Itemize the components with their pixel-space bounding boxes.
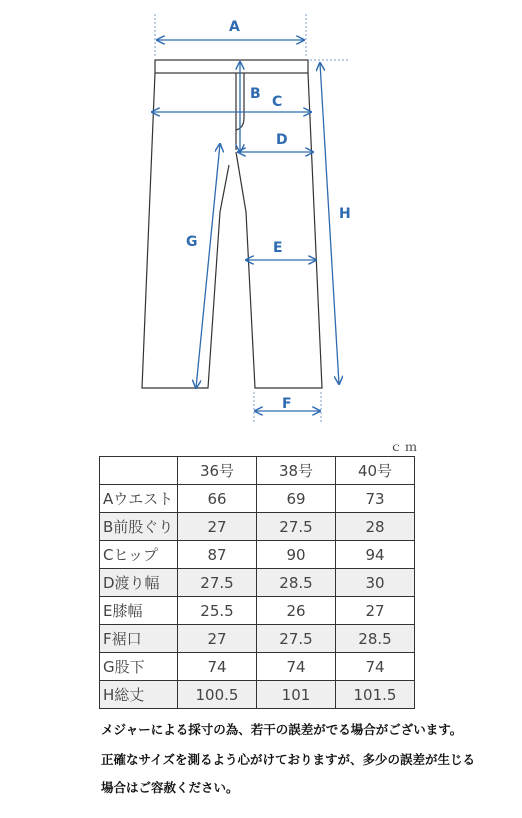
pants-outline <box>142 60 322 388</box>
table-cell: 26 <box>257 597 336 625</box>
label-a: A <box>229 19 240 35</box>
row-label: D渡り幅 <box>100 569 178 597</box>
table-cell: 28.5 <box>257 569 336 597</box>
table-row <box>100 625 415 653</box>
label-d: D <box>276 132 288 148</box>
table-cell: 74 <box>257 653 336 681</box>
table-cell: 27 <box>178 625 257 653</box>
header-38: 38号 <box>257 457 336 485</box>
table-cell: 27.5 <box>178 569 257 597</box>
guide-lines <box>155 14 348 422</box>
table-row <box>100 597 415 625</box>
dim-h-arrow <box>320 63 339 384</box>
label-h: H <box>339 206 351 222</box>
table-cell: 30 <box>336 569 415 597</box>
left-leg-outline <box>142 73 229 388</box>
row-label: E膝幅 <box>100 597 178 625</box>
table-row <box>100 681 415 709</box>
label-e: E <box>273 240 283 256</box>
row-label: Cヒップ <box>100 541 178 569</box>
table-cell: 25.5 <box>178 597 257 625</box>
table-row <box>100 485 415 513</box>
table-cell: 27.5 <box>257 625 336 653</box>
note-line-3: 場合はご容赦ください。 <box>101 780 239 795</box>
row-label: G股下 <box>100 653 178 681</box>
note-line-2: 正確なサイズを測るよう心がけておりますが、多少の誤差が生じる <box>101 752 476 767</box>
label-b: B <box>250 86 261 102</box>
table-row <box>100 541 415 569</box>
table-cell: 73 <box>336 485 415 513</box>
dimension-arrows <box>152 40 339 411</box>
table-cell: 27 <box>336 597 415 625</box>
note-line-1: メジャーによる採寸の為、若干の誤差がでる場合がございます。 <box>101 722 463 737</box>
table-cell: 94 <box>336 541 415 569</box>
table-cell: 101 <box>257 681 336 709</box>
waistband <box>155 60 308 73</box>
table-row <box>100 653 415 681</box>
table-row <box>100 513 415 541</box>
table-header-row <box>100 457 415 485</box>
table-cell: 101.5 <box>336 681 415 709</box>
unit-label: ｃｍ <box>390 440 421 454</box>
size-table <box>99 456 415 709</box>
table-cell: 87 <box>178 541 257 569</box>
table-cell: 28.5 <box>336 625 415 653</box>
right-leg-outline <box>236 73 322 388</box>
table-cell: 27 <box>178 513 257 541</box>
header-36: 36号 <box>178 457 257 485</box>
label-g: G <box>186 234 198 250</box>
label-c: C <box>272 94 283 110</box>
table-cell: 74 <box>336 653 415 681</box>
row-label: B前股ぐり <box>100 513 178 541</box>
row-label: Aウエスト <box>100 485 178 513</box>
header-40: 40号 <box>336 457 415 485</box>
table-corner-cell <box>100 457 178 485</box>
row-label: F裾口 <box>100 625 178 653</box>
row-label: H総丈 <box>100 681 178 709</box>
table-row <box>100 569 415 597</box>
table-cell: 69 <box>257 485 336 513</box>
table-cell: 66 <box>178 485 257 513</box>
table-cell: 27.5 <box>257 513 336 541</box>
label-f: F <box>282 396 292 412</box>
table-cell: 100.5 <box>178 681 257 709</box>
table-cell: 90 <box>257 541 336 569</box>
table-cell: 28 <box>336 513 415 541</box>
table-cell: 74 <box>178 653 257 681</box>
